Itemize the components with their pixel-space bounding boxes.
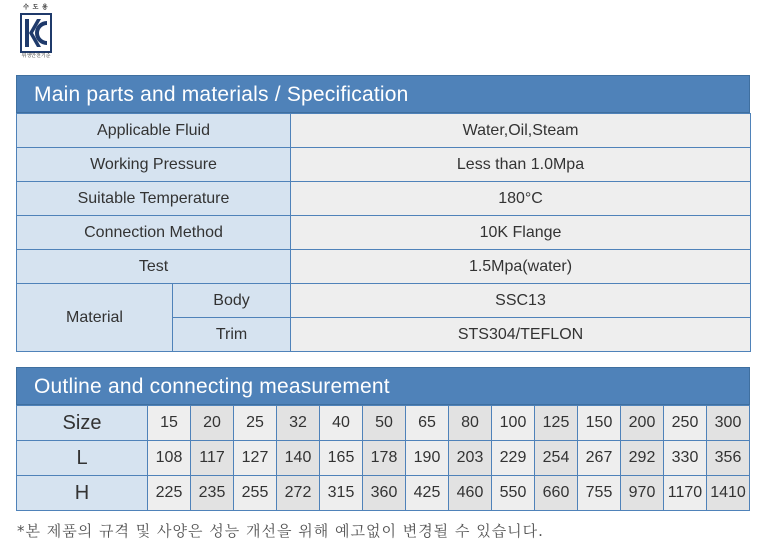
outline-cell: 225 bbox=[148, 476, 191, 511]
spec-value-connection-method: 10K Flange bbox=[291, 216, 751, 250]
specification-section-title: Main parts and materials / Specification bbox=[16, 75, 750, 113]
outline-cell: 25 bbox=[234, 406, 277, 441]
outline-cell: 300 bbox=[707, 406, 750, 441]
kc-certification-mark bbox=[18, 4, 54, 64]
outline-cell: 125 bbox=[535, 406, 578, 441]
outline-row-label: L bbox=[17, 441, 148, 476]
outline-cell: 254 bbox=[535, 441, 578, 476]
kc-mark-top-text: 수 도 용 bbox=[23, 5, 49, 11]
outline-cell: 425 bbox=[406, 476, 449, 511]
table-row bbox=[17, 114, 751, 148]
spec-label-test: Test bbox=[17, 250, 291, 284]
outline-cell: 80 bbox=[449, 406, 492, 441]
spec-label-applicable-fluid: Applicable Fluid bbox=[17, 114, 291, 148]
outline-cell: 108 bbox=[148, 441, 191, 476]
outline-cell: 203 bbox=[449, 441, 492, 476]
spec-label-trim: Trim bbox=[173, 318, 291, 352]
spec-value-test: 1.5Mpa(water) bbox=[291, 250, 751, 284]
outline-cell: 32 bbox=[277, 406, 320, 441]
outline-cell: 100 bbox=[492, 406, 535, 441]
outline-section-title: Outline and connecting measurement bbox=[16, 367, 750, 405]
outline-cell: 660 bbox=[535, 476, 578, 511]
outline-cell: 165 bbox=[320, 441, 363, 476]
outline-cell: 190 bbox=[406, 441, 449, 476]
outline-cell: 15 bbox=[148, 406, 191, 441]
table-row bbox=[17, 182, 751, 216]
outline-row-label: Size bbox=[17, 406, 148, 441]
outline-cell: 150 bbox=[578, 406, 621, 441]
spec-label-suitable-temperature: Suitable Temperature bbox=[17, 182, 291, 216]
spec-value-trim: STS304/TEFLON bbox=[291, 318, 751, 352]
outline-cell: 229 bbox=[492, 441, 535, 476]
spec-label-body: Body bbox=[173, 284, 291, 318]
table-row bbox=[17, 476, 750, 511]
table-row bbox=[17, 216, 751, 250]
table-row bbox=[17, 284, 751, 318]
kc-mark-bottom-text: 위생안전기준 bbox=[21, 53, 51, 59]
outline-cell: 292 bbox=[621, 441, 664, 476]
outline-cell: 1410 bbox=[707, 476, 750, 511]
outline-cell: 65 bbox=[406, 406, 449, 441]
outline-cell: 200 bbox=[621, 406, 664, 441]
outline-cell: 235 bbox=[191, 476, 234, 511]
outline-cell: 255 bbox=[234, 476, 277, 511]
outline-cell: 550 bbox=[492, 476, 535, 511]
spec-label-working-pressure: Working Pressure bbox=[17, 148, 291, 182]
specification-table bbox=[16, 113, 751, 352]
outline-row-label: H bbox=[17, 476, 148, 511]
kc-logo-icon bbox=[20, 13, 52, 53]
spec-label-material: Material bbox=[17, 284, 173, 352]
outline-cell: 127 bbox=[234, 441, 277, 476]
outline-cell: 140 bbox=[277, 441, 320, 476]
outline-cell: 20 bbox=[191, 406, 234, 441]
spec-value-applicable-fluid: Water,Oil,Steam bbox=[291, 114, 751, 148]
outline-cell: 40 bbox=[320, 406, 363, 441]
outline-cell: 1170 bbox=[664, 476, 707, 511]
outline-cell: 460 bbox=[449, 476, 492, 511]
outline-cell: 50 bbox=[363, 406, 406, 441]
outline-measurement-table bbox=[16, 405, 750, 511]
table-row bbox=[17, 406, 750, 441]
table-row bbox=[17, 148, 751, 182]
outline-cell: 356 bbox=[707, 441, 750, 476]
outline-cell: 178 bbox=[363, 441, 406, 476]
spec-value-body: SSC13 bbox=[291, 284, 751, 318]
outline-cell: 250 bbox=[664, 406, 707, 441]
spec-value-suitable-temperature: 180°C bbox=[291, 182, 751, 216]
spec-value-working-pressure: Less than 1.0Mpa bbox=[291, 148, 751, 182]
outline-cell: 755 bbox=[578, 476, 621, 511]
outline-cell: 315 bbox=[320, 476, 363, 511]
outline-cell: 117 bbox=[191, 441, 234, 476]
outline-cell: 267 bbox=[578, 441, 621, 476]
spec-label-connection-method: Connection Method bbox=[17, 216, 291, 250]
outline-cell: 272 bbox=[277, 476, 320, 511]
outline-cell: 360 bbox=[363, 476, 406, 511]
footnote: *본 제품의 규격 및 사양은 성능 개선을 위해 예고없이 변경될 수 있습니다. bbox=[17, 522, 544, 540]
outline-cell: 970 bbox=[621, 476, 664, 511]
table-row bbox=[17, 441, 750, 476]
table-row bbox=[17, 250, 751, 284]
outline-cell: 330 bbox=[664, 441, 707, 476]
